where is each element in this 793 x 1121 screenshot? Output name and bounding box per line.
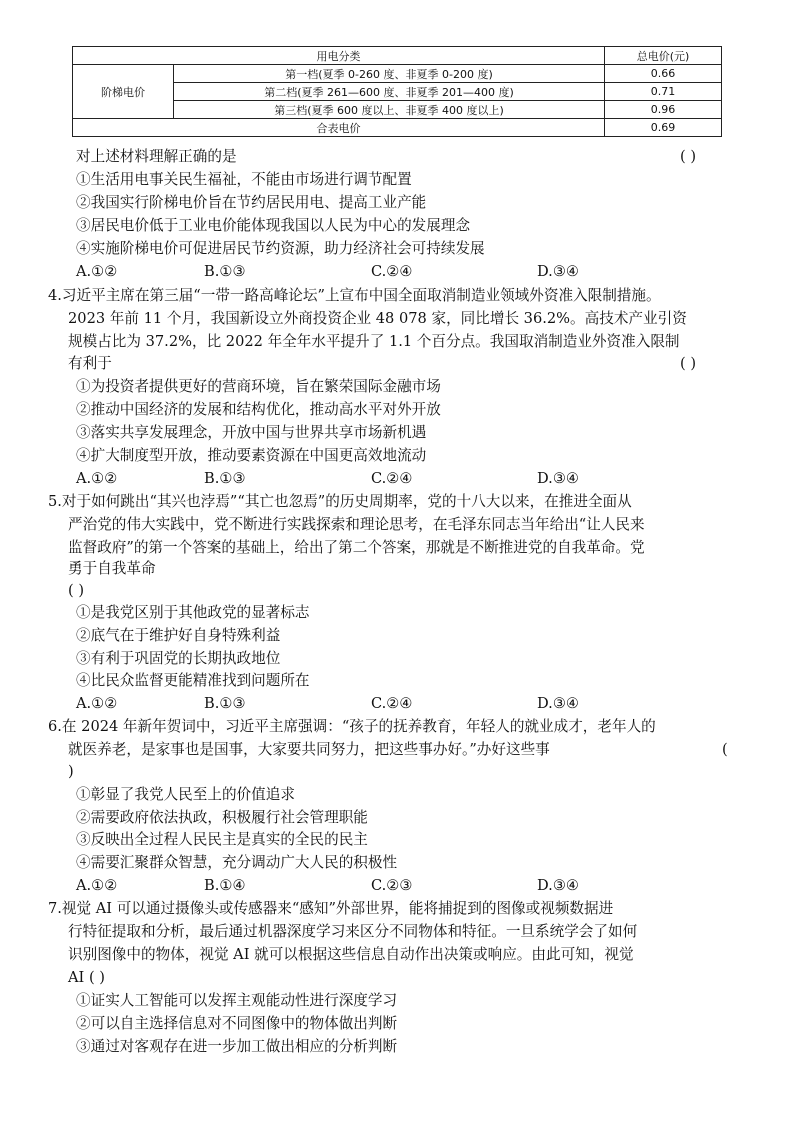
q6-choice-a: A.①②: [76, 877, 118, 894]
q3-option-1: ①生活用电事关民生福祉，不能由市场进行调节配置: [76, 171, 412, 188]
q3-choice-d: D.③④: [537, 263, 579, 280]
q7-option-3: ③通过对客观存在进一步加工做出相应的分析判断: [76, 1038, 398, 1055]
q5-choice-c: C.②④: [371, 695, 413, 712]
header-price: 总电价(元): [605, 47, 722, 65]
q6-line-1: 6.在 2024 年新年贺词中，习近平主席强调：“孩子的抚养教育，年轻人的就业成才，老年人的: [48, 718, 656, 735]
q5-option-3: ③有利于巩固党的长期执政地位: [76, 650, 281, 667]
combined-label: 合表电价: [73, 119, 605, 137]
q6-answer-paren-close: ): [68, 763, 74, 780]
tier-label: 阶梯电价: [73, 65, 174, 119]
q4-choice-a: A.①②: [76, 470, 118, 487]
q4-option-1: ①为投资者提供更好的营商环境，旨在繁荣国际金融市场: [76, 378, 441, 395]
q3-choice-b: B.①③: [204, 263, 246, 280]
table-row: [73, 65, 722, 83]
q5-option-4: ④比民众监督更能精准找到问题所在: [76, 672, 310, 689]
q4-option-3: ③落实共享发展理念，开放中国与世界共享市场新机遇: [76, 424, 427, 441]
q5-choice-a: A.①②: [76, 695, 118, 712]
q4-answer-paren: ( ): [680, 355, 697, 372]
q4-choice-d: D.③④: [537, 470, 579, 487]
q6-option-1: ①彰显了我党人民至上的价值追求: [76, 786, 295, 803]
table-row: [73, 119, 722, 137]
q5-line-3: 监督政府”的第一个答案的基础上，给出了第二个答案，那就是不断推进党的自我革命。党: [68, 539, 645, 556]
q4-option-4: ④扩大制度型开放，推动要素资源在中国更高效地流动: [76, 447, 427, 464]
tier-3-price: 0.96: [605, 101, 722, 119]
tier-2-price: 0.71: [605, 83, 722, 101]
q6-answer-paren-open: (: [722, 741, 728, 758]
q5-choice-d: D.③④: [537, 695, 579, 712]
q7-line-1: 7.视觉 AI 可以通过摄像头或传感器来“感知”外部世界，能将捕捉到的图像或视频数据进: [48, 900, 614, 917]
header-category: 用电分类: [73, 47, 605, 65]
q7-line-3: 识别图像中的物体，视觉 AI 就可以根据这些信息自动作出决策或响应。由此可知，视觉: [68, 946, 634, 963]
q4-line-2: 2023 年前 11 个月，我国新设立外商投资企业 48 078 家，同比增长 36.2%。高技术产业引资: [68, 310, 687, 327]
q7-option-1: ①证实人工智能可以发挥主观能动性进行深度学习: [76, 992, 398, 1009]
tier-1-name: 第一档(夏季 0-260 度、非夏季 0-200 度): [174, 65, 605, 83]
q3-option-2: ②我国实行阶梯电价旨在节约居民用电、提高工业产能: [76, 194, 427, 211]
q4-line-3: 规模占比为 37.2%，比 2022 年全年水平提升了 1.1 个百分点。我国取消制造业外资准入限制: [68, 333, 680, 350]
q3-option-3: ③居民电价低于工业电价能体现我国以人民为中心的发展理念: [76, 217, 471, 234]
q3-answer-paren: ( ): [680, 148, 697, 165]
q5-option-2: ②底气在于维护好自身特殊利益: [76, 627, 281, 644]
q7-line-2: 行特征提取和分析，最后通过机器深度学习来区分不同物体和特征。一旦系统学会了如何: [68, 923, 638, 940]
tier-2-name: 第二档(夏季 261—600 度、非夏季 201—400 度): [174, 83, 605, 101]
q5-line-1: 5.对于如何跳出“其兴也浡焉”“其亡也忽焉”的历史周期率，党的十八大以来，在推进全面从: [48, 493, 632, 510]
table-header-row: [73, 47, 722, 65]
q6-option-2: ②需要政府依法执政，积极履行社会管理职能: [76, 809, 368, 826]
q5-option-1: ①是我党区别于其他政党的显著标志: [76, 604, 310, 621]
q5-line-2: 严治党的伟大实践中，党不断进行实践探索和理论思考，在毛泽东同志当年给出“让人民来: [68, 516, 645, 533]
q3-option-4: ④实施阶梯电价可促进居民节约资源，助力经济社会可持续发展: [76, 240, 485, 257]
q6-option-3: ③反映出全过程人民民主是真实的全民的民主: [76, 831, 368, 848]
q4-line-1: 4.习近平主席在第三届“一带一路高峰论坛”上宣布中国全面取消制造业领域外资准入限制措施。: [48, 287, 661, 304]
q6-choice-b: B.①④: [204, 877, 246, 894]
q4-line-4: 有利于: [68, 355, 112, 372]
q6-line-2: 就医养老，是家事也是国事，大家要共同努力，把这些事办好。”办好这些事: [68, 741, 550, 758]
tier-1-price: 0.66: [605, 65, 722, 83]
electricity-price-table: [72, 46, 722, 137]
q7-line-4: AI ( ): [68, 969, 105, 986]
q4-choice-c: C.②④: [371, 470, 413, 487]
tier-3-name: 第三档(夏季 600 度以上、非夏季 400 度以上): [174, 101, 605, 119]
q6-choice-d: D.③④: [537, 877, 579, 894]
q5-answer-paren: ( ): [68, 582, 85, 599]
q5-line-4: 勇于自我革命: [68, 560, 156, 577]
q7-option-2: ②可以自主选择信息对不同图像中的物体做出判断: [76, 1015, 398, 1032]
q6-choice-c: C.②③: [371, 877, 413, 894]
combined-price: 0.69: [605, 119, 722, 137]
q6-option-4: ④需要汇聚群众智慧，充分调动广大人民的积极性: [76, 854, 398, 871]
q4-option-2: ②推动中国经济的发展和结构优化，推动高水平对外开放: [76, 401, 441, 418]
q3-choice-c: C.②④: [371, 263, 413, 280]
q3-stem: 对上述材料理解正确的是: [76, 148, 237, 165]
q3-choice-a: A.①②: [76, 263, 118, 280]
q5-choice-b: B.①③: [204, 695, 246, 712]
q4-choice-b: B.①③: [204, 470, 246, 487]
